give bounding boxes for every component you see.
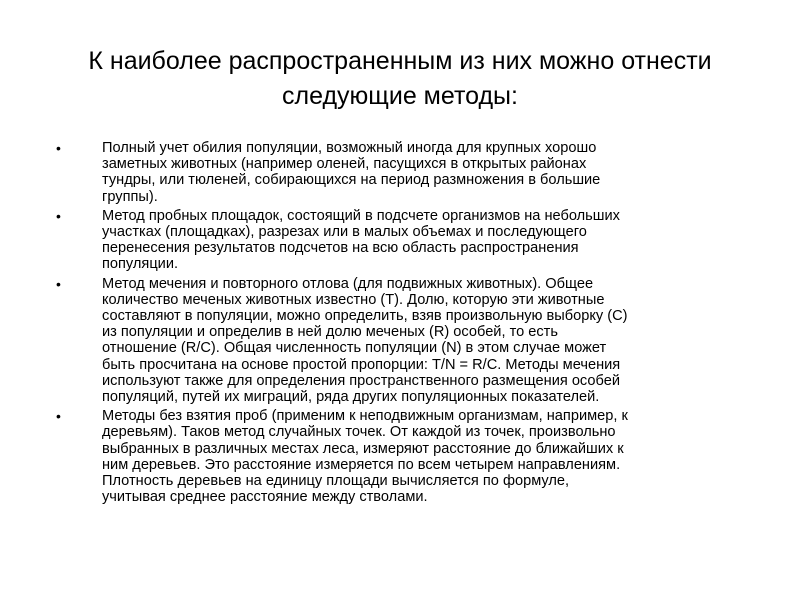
slide-title-line-1: К наиболее распространенным из них можно отнести bbox=[88, 47, 712, 75]
bullet-line: используют также для определения пространственного размещения особей bbox=[102, 372, 620, 389]
bullet-line: количество меченых животных известно (T). Долю, которую эти животные bbox=[102, 291, 605, 308]
bullet-line: Методы без взятия проб (применим к неподвижным организмам, например, к bbox=[102, 408, 628, 425]
bullet-list bbox=[40, 140, 755, 508]
bullet-line: из популяции и определив в ней долю меченых (R) особей, то есть bbox=[102, 324, 558, 341]
bullet-line: участках (площадках), разрезах или в малых объемах и последующего bbox=[102, 224, 587, 241]
bullet-line: тундры, или тюленей, собирающихся на период размножения в большие bbox=[102, 172, 601, 189]
bullet-line: отношение (R/C). Общая численность популяции (N) в этом случае может bbox=[102, 340, 607, 357]
bullet-line: составляют в популяции, можно определить, взяв произвольную выборку (C) bbox=[102, 308, 628, 325]
bullet-text bbox=[102, 408, 755, 505]
bullet-line: выбранных в различных местах леса, измеряют расстояние до ближайших к bbox=[102, 440, 624, 457]
bullet-icon: • bbox=[56, 140, 61, 156]
bullet-line: Плотность деревьев на единицу площади вычисляется по формуле, bbox=[102, 473, 570, 490]
bullet-text bbox=[102, 276, 755, 406]
bullet-line: быть просчитана на основе простой пропорции: T/N = R/C. Методы мечения bbox=[102, 356, 621, 373]
bullet-text bbox=[102, 140, 755, 205]
bullet-item-3 bbox=[40, 276, 755, 406]
bullet-line: группы). bbox=[102, 188, 158, 205]
bullet-icon: • bbox=[56, 408, 61, 425]
bullet-line: перенесения результатов подсчетов на всю область распространения bbox=[102, 240, 579, 257]
bullet-line: Полный учет обилия популяции, возможный иногда для крупных хорошо bbox=[102, 140, 597, 156]
bullet-line: учитывая среднее расстояние между стволами. bbox=[102, 489, 428, 506]
slide-title bbox=[40, 44, 760, 114]
bullet-item-4 bbox=[40, 408, 755, 505]
bullet-icon: • bbox=[56, 207, 61, 224]
bullet-line: Метод пробных площадок, состоящий в подсчете организмов на небольших bbox=[102, 207, 620, 224]
bullet-item-2 bbox=[40, 208, 755, 273]
bullet-text bbox=[102, 208, 755, 273]
bullet-line: заметных животных (например оленей, пасущихся в открытых районах bbox=[102, 156, 587, 173]
slide-title-line-2: следующие методы: bbox=[282, 82, 518, 110]
bullet-line: ним деревьев. Это расстояние измеряется по всем четырем направлениям. bbox=[102, 456, 621, 473]
bullet-icon: • bbox=[56, 275, 61, 292]
bullet-line: популяции. bbox=[102, 256, 179, 273]
bullet-line: популяций, путей их миграций, ряда других популяционных показателей. bbox=[102, 389, 600, 406]
bullet-line: деревьям). Таков метод случайных точек. От каждой из точек, произвольно bbox=[102, 424, 616, 441]
bullet-item-1 bbox=[40, 140, 755, 205]
bullet-line: Метод мечения и повторного отлова (для подвижных животных). Общее bbox=[102, 275, 594, 292]
